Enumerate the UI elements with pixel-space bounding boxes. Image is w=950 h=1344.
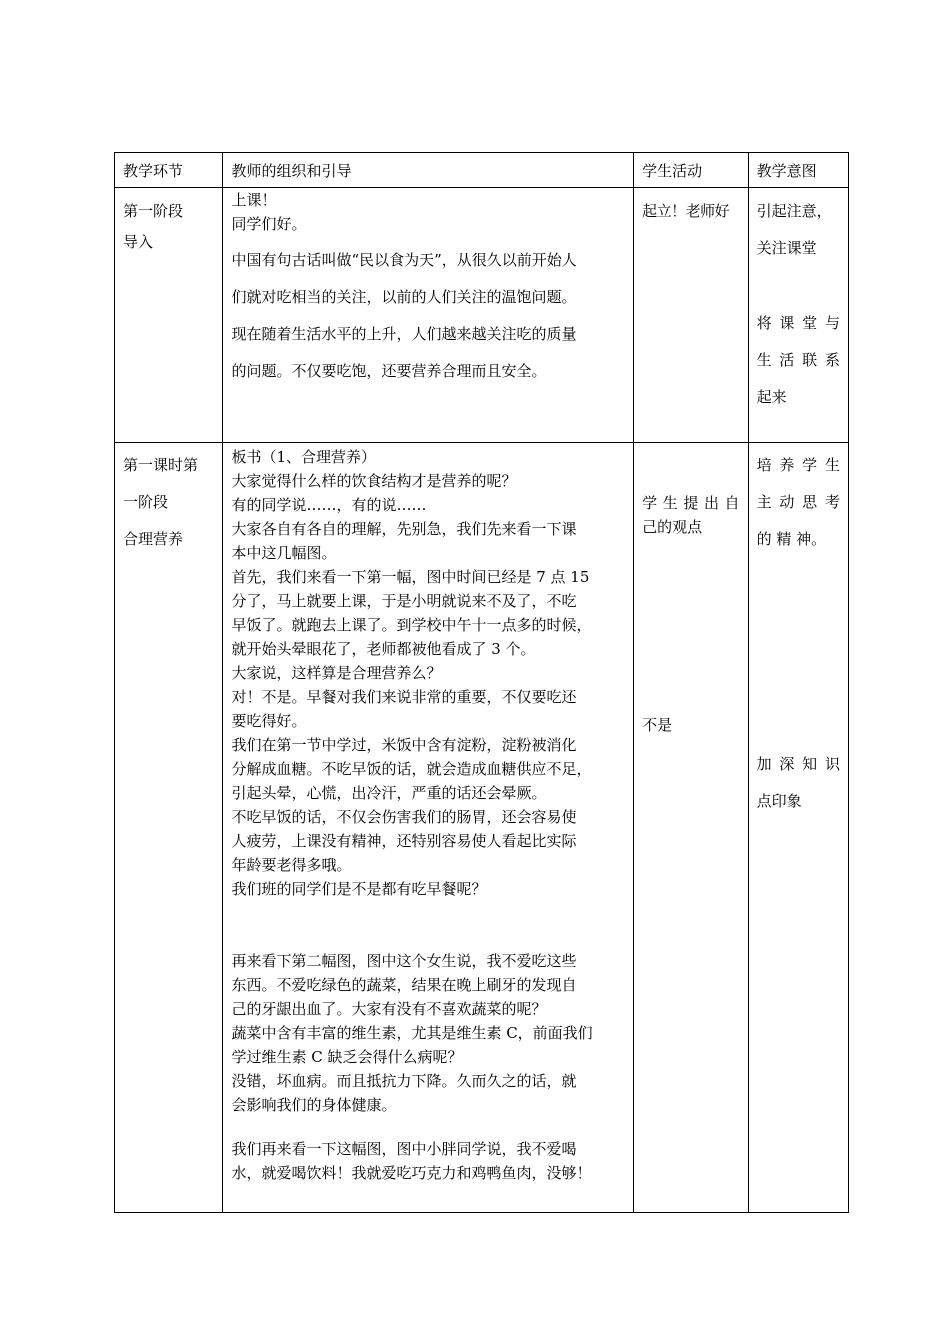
header-student: 学生活动	[634, 153, 748, 188]
teacher-line: 年龄要老得多哦。	[231, 856, 352, 874]
stage-text: 第一阶段	[123, 202, 184, 220]
teacher-line: 不吃早饭的话，不仅会伤害我们的肠胃，还会容易使	[231, 808, 577, 826]
teacher-line: 早饭了。就跑去上课了。到学校中午十一点多的时候，	[231, 616, 592, 634]
teacher-line: 首先，我们来看一下第一幅，图中时间已经是 7 点 15	[231, 568, 590, 586]
teacher-line: 己的牙龈出血了。大家有没有不喜欢蔬菜的呢？	[231, 1000, 547, 1018]
teacher-line: 会影响我们的身体健康。	[231, 1096, 397, 1114]
table-row	[115, 443, 849, 1213]
teacher-line: 我们班的同学们是不是都有吃早餐呢？	[231, 880, 487, 898]
teacher-line: 我们再来看一下这幅图，图中小胖同学说，我不爱喝	[231, 1140, 577, 1158]
teacher-line: 分解成血糖。不吃早饭的话，就会造成血糖供应不足，	[231, 760, 592, 778]
teacher-line: 水，就爱喝饮料！我就爱吃巧克力和鸡鸭鱼肉，没够！	[231, 1164, 592, 1182]
intent-line: 生活联系	[756, 351, 840, 369]
teacher-line: 蔬菜中含有丰富的维生素，尤其是维生素 C，前面我们	[231, 1024, 593, 1042]
teacher-line: 大家各自有各自的理解，先别急，我们先来看一下课	[231, 520, 577, 538]
student-cell	[634, 188, 748, 443]
header-intent: 教学意图	[748, 153, 848, 188]
student-cell	[634, 443, 748, 1213]
teacher-line: 人疲劳，上课没有精神，还特别容易使人看起比实际	[231, 832, 577, 850]
intent-cell	[748, 443, 848, 1213]
student-line: 己的观点	[642, 518, 703, 536]
teacher-line: 们就对吃相当的关注，以前的人们关注的温饱问题。	[231, 288, 577, 306]
table-row	[115, 188, 849, 443]
teacher-line: 现在随着生活水平的上升，人们越来越关注吃的质量	[231, 325, 577, 343]
intent-line: 将课堂与	[756, 314, 840, 332]
intent-line: 点印象	[756, 792, 802, 810]
teacher-line: 的问题。不仅要吃饱，还要营养合理而且安全。	[231, 362, 547, 380]
student-line: 学生提出自	[642, 494, 740, 512]
header-stage: 教学环节	[115, 153, 223, 188]
student-line: 不是	[642, 716, 673, 734]
teacher-cell	[223, 188, 634, 443]
table-header-row	[115, 153, 849, 188]
stage-text: 第一课时第	[123, 456, 199, 474]
teacher-line: 本中这几幅图。	[231, 544, 337, 562]
teacher-line: 引起头晕，心慌，出冷汗，严重的话还会晕厥。	[231, 784, 547, 802]
intent-line: 引起注意，	[756, 202, 832, 220]
spacer	[231, 901, 625, 949]
spacer	[231, 1117, 625, 1137]
student-line: 起立！老师好	[642, 202, 730, 220]
stage-text: 一阶段	[123, 493, 169, 511]
lesson-plan-table	[114, 152, 849, 1213]
teacher-line: 学过维生素 C 缺乏会得什么病呢？	[231, 1048, 463, 1066]
teacher-line: 就开始头晕眼花了，老师都被他看成了 3 个。	[231, 640, 536, 658]
teacher-line: 中国有句古话叫做“民以食为天”，从很久以前开始人	[231, 251, 577, 269]
intent-cell	[748, 188, 848, 443]
intent-line: 加深知识	[756, 755, 840, 773]
teacher-line: 分了，马上就要上课，于是小明就说来不及了，不吃	[231, 592, 577, 610]
header-teacher: 教师的组织和引导	[223, 153, 634, 188]
teacher-line: 我们在第一节中学过，米饭中含有淀粉，淀粉被消化	[231, 736, 577, 754]
stage-text: 合理营养	[123, 530, 184, 548]
teacher-cell	[223, 443, 634, 1213]
teacher-line: 再来看下第二幅图，图中这个女生说，我不爱吃这些	[231, 952, 577, 970]
teacher-line: 有的同学说……，有的说……	[231, 496, 427, 514]
teacher-line: 同学们好。	[231, 215, 307, 233]
teacher-line: 要吃得好。	[231, 712, 307, 730]
stage-text: 导入	[123, 233, 154, 251]
teacher-line: 对！不是。早餐对我们来说非常的重要，不仅要吃还	[231, 688, 577, 706]
teacher-line: 没错，坏血病。而且抵抗力下降。久而久之的话，就	[231, 1072, 577, 1090]
teacher-line: 东西。不爱吃绿色的蔬菜，结果在晚上刷牙的发现自	[231, 976, 577, 994]
teacher-line: 上课！	[231, 191, 277, 209]
stage-cell	[115, 443, 223, 1213]
intent-line: 关注课堂	[756, 239, 817, 257]
teacher-line: 板书（1、合理营养）	[231, 448, 376, 466]
stage-cell	[115, 188, 223, 443]
intent-line: 的 精 神。	[756, 530, 827, 548]
teacher-line: 大家觉得什么样的饮食结构才是营养的呢？	[231, 472, 517, 490]
intent-line: 培养学生	[756, 456, 840, 474]
intent-line: 起来	[756, 388, 787, 406]
intent-line: 主动思考	[756, 493, 840, 511]
teacher-line: 大家说，这样算是合理营养么？	[231, 664, 442, 682]
